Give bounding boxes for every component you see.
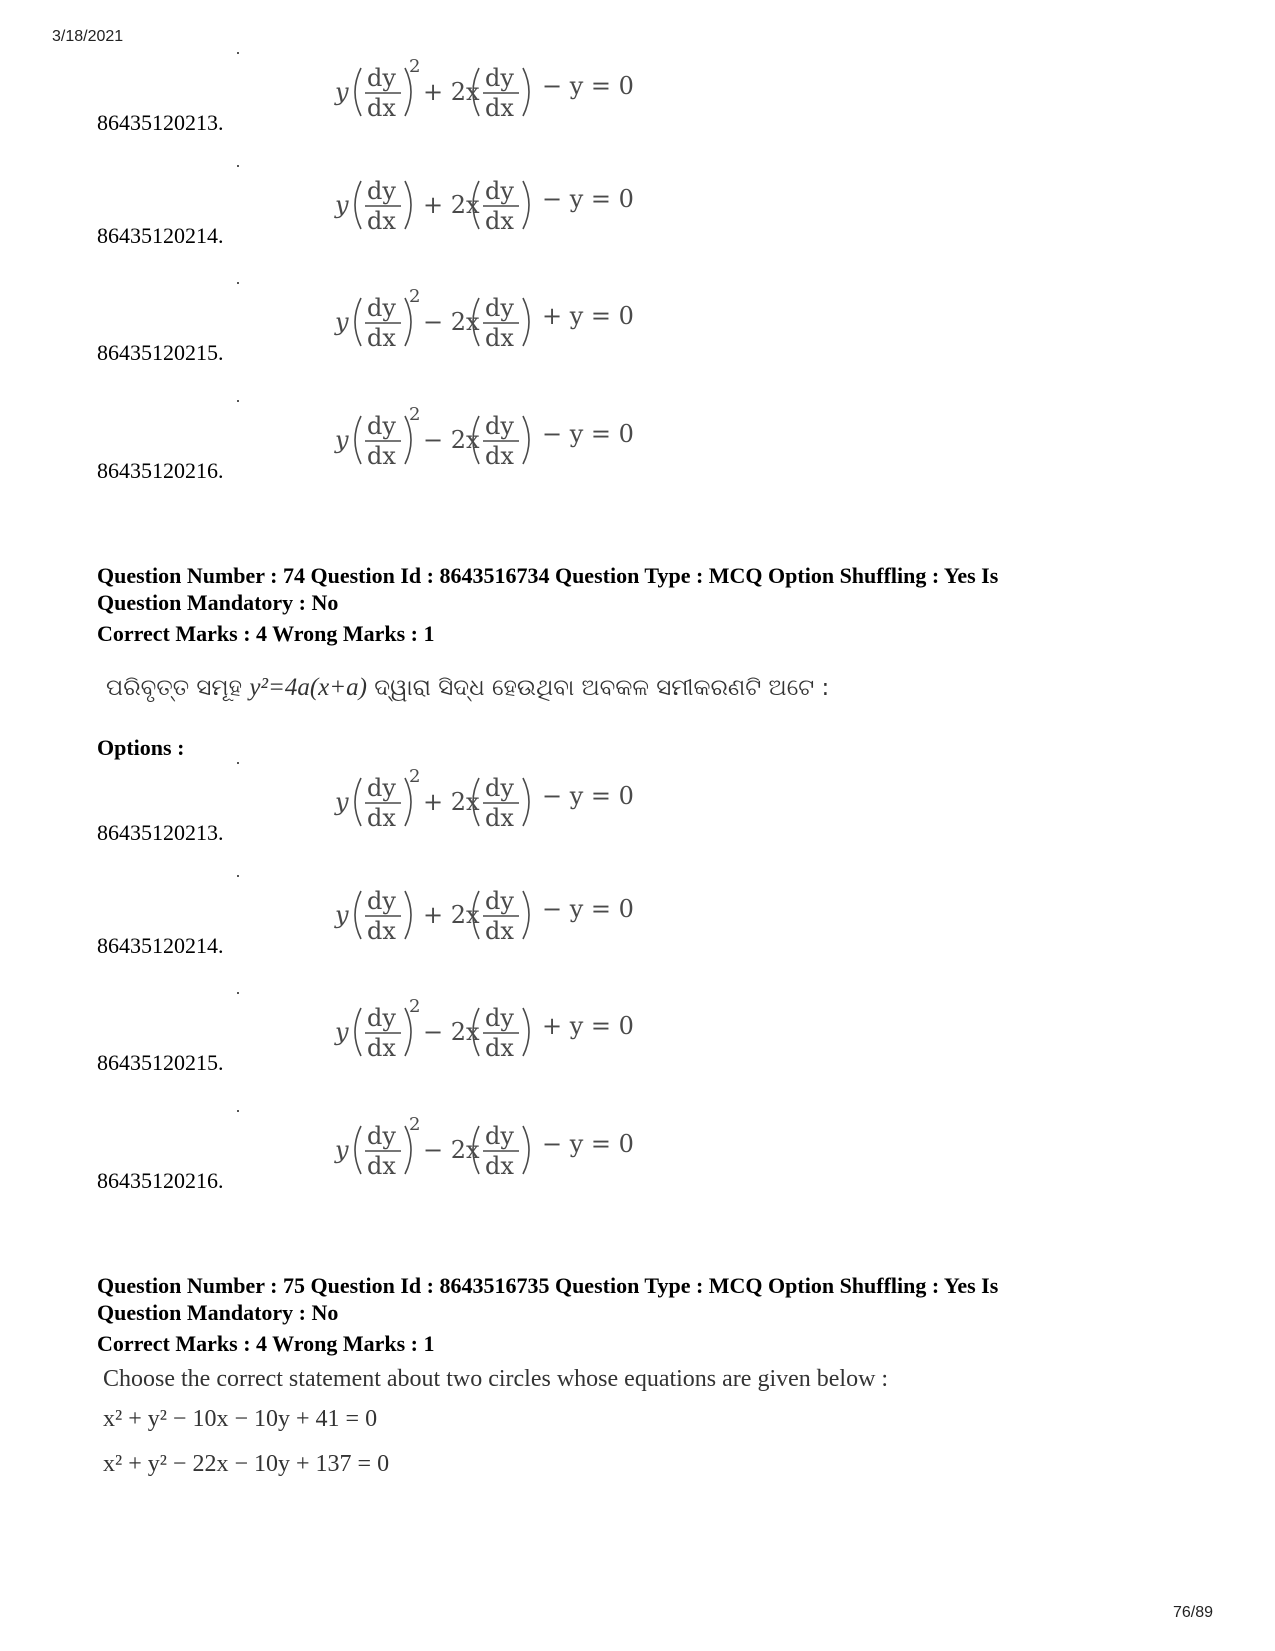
q74-meta-line2: Question Mandatory : No: [97, 590, 339, 615]
left-paren: [355, 1126, 361, 1174]
formula-lead-var: y: [335, 1018, 349, 1046]
left-paren: [355, 68, 361, 116]
fraction-denominator: dx: [367, 94, 396, 122]
exponent: 2: [409, 404, 421, 425]
q74-text-eq: y²=4a(x+a): [249, 674, 367, 701]
formula-lead-var: y: [335, 426, 349, 454]
option-id: 86435120213.: [97, 820, 224, 845]
right-paren: [523, 1126, 529, 1174]
option-formula: [237, 1110, 537, 1180]
q75-meta-line2: Question Mandatory : No: [97, 1300, 339, 1325]
option-id: 86435120214.: [97, 223, 224, 248]
option: [97, 52, 634, 142]
fraction-numerator: dy: [367, 1122, 396, 1150]
middle-term: − 2x: [423, 308, 480, 336]
formula-lead-var: y: [335, 788, 349, 816]
fraction-numerator: dy: [485, 177, 514, 205]
page-number: 76/89: [1173, 1604, 1214, 1621]
fraction-numerator: dy: [367, 294, 396, 322]
fraction-denominator: dx: [367, 1152, 396, 1180]
q75-marks: Correct Marks : 4 Wrong Marks : 1: [97, 1331, 435, 1356]
middle-term: + 2x: [423, 78, 480, 106]
fraction-denominator: dx: [367, 917, 396, 945]
fraction-numerator: dy: [367, 177, 396, 205]
option: [97, 875, 634, 965]
q74-text-pre: ପରିବୃତ୍ତ ସମୂହ: [106, 675, 250, 701]
option-formula: [237, 52, 537, 122]
right-paren: [405, 891, 411, 939]
fraction-denominator: dx: [485, 1152, 514, 1180]
q75-question-text: Choose the correct statement about two circles whose equations are given below :: [103, 1366, 889, 1392]
formula-lead-var: y: [335, 1136, 349, 1164]
option-id: 86435120216.: [97, 1168, 224, 1193]
option-formula: [237, 875, 537, 945]
q75-equation-2: x² + y² − 22x − 10y + 137 = 0: [103, 1451, 390, 1477]
left-paren: [355, 778, 361, 826]
exponent: 2: [409, 286, 421, 307]
option-id: 86435120213.: [97, 110, 224, 135]
option-formula: [237, 762, 537, 832]
formula-lead-var: y: [335, 901, 349, 929]
left-paren: [355, 416, 361, 464]
left-paren: [355, 891, 361, 939]
fraction-denominator: dx: [367, 1034, 396, 1062]
right-paren: [523, 416, 529, 464]
fraction-numerator: dy: [367, 887, 396, 915]
option: [97, 992, 634, 1082]
formula-lead-var: y: [335, 308, 349, 336]
right-paren: [523, 68, 529, 116]
fraction-denominator: dx: [485, 1034, 514, 1062]
option: [97, 400, 634, 490]
option: [97, 762, 634, 852]
formula-tail: − y = 0: [542, 1130, 634, 1158]
fraction-numerator: dy: [485, 64, 514, 92]
fraction-numerator: dy: [485, 774, 514, 802]
option-formula: [237, 165, 537, 235]
right-paren: [523, 1008, 529, 1056]
formula-tail: + y = 0: [542, 1012, 634, 1040]
exponent: 2: [409, 1114, 421, 1135]
formula-tail: − y = 0: [542, 782, 634, 810]
formula-lead-var: y: [335, 78, 349, 106]
exponent: 2: [409, 56, 421, 77]
formula-tail: + y = 0: [542, 302, 634, 330]
option: [97, 282, 634, 372]
left-paren: [355, 181, 361, 229]
fraction-numerator: dy: [367, 412, 396, 440]
q74-options-label: Options :: [97, 735, 185, 760]
left-paren: [355, 298, 361, 346]
q74-question-text: [106, 674, 829, 702]
option-id: 86435120215.: [97, 340, 224, 365]
q75-meta: [97, 1272, 1097, 1326]
q74-meta-line1: Question Number : 74 Question Id : 8643516734 Question Type : MCQ Option Shuffling : Yes Is: [97, 563, 999, 588]
middle-term: − 2x: [423, 1018, 480, 1046]
middle-term: + 2x: [423, 788, 480, 816]
fraction-denominator: dx: [485, 324, 514, 352]
option: [97, 165, 634, 255]
formula-tail: − y = 0: [542, 72, 634, 100]
right-paren: [523, 181, 529, 229]
fraction-denominator: dx: [485, 917, 514, 945]
fraction-numerator: dy: [485, 1004, 514, 1032]
q75-equation-1: x² + y² − 10x − 10y + 41 = 0: [103, 1406, 378, 1432]
middle-term: + 2x: [423, 901, 480, 929]
fraction-denominator: dx: [367, 804, 396, 832]
right-paren: [523, 298, 529, 346]
fraction-numerator: dy: [367, 774, 396, 802]
fraction-numerator: dy: [485, 412, 514, 440]
fraction-denominator: dx: [485, 207, 514, 235]
formula-tail: − y = 0: [542, 895, 634, 923]
option-id: 86435120214.: [97, 933, 224, 958]
fraction-denominator: dx: [485, 94, 514, 122]
fraction-denominator: dx: [367, 207, 396, 235]
q74-text-post: ଦ୍ୱାରା ସିଦ୍ଧ ହେଉଥିବା ଅବକଳ ସମୀକରଣଟି ଅଟେ :: [366, 675, 830, 701]
fraction-denominator: dx: [485, 804, 514, 832]
fraction-denominator: dx: [485, 442, 514, 470]
option-id: 86435120215.: [97, 1050, 224, 1075]
right-paren: [405, 181, 411, 229]
option-formula: [237, 282, 537, 352]
option-formula: [237, 400, 537, 470]
q74-meta: [97, 562, 1097, 616]
formula-tail: − y = 0: [542, 420, 634, 448]
fraction-denominator: dx: [367, 442, 396, 470]
option-id: 86435120216.: [97, 458, 224, 483]
fraction-numerator: dy: [485, 1122, 514, 1150]
right-paren: [523, 891, 529, 939]
middle-term: + 2x: [423, 191, 480, 219]
left-paren: [355, 1008, 361, 1056]
fraction-numerator: dy: [367, 64, 396, 92]
fraction-numerator: dy: [485, 294, 514, 322]
option: [97, 1110, 634, 1200]
q75-meta-line1: Question Number : 75 Question Id : 8643516735 Question Type : MCQ Option Shuffling : Yes Is: [97, 1273, 999, 1298]
print-date: 3/18/2021: [52, 28, 124, 45]
middle-term: − 2x: [423, 426, 480, 454]
exponent: 2: [409, 996, 421, 1017]
fraction-denominator: dx: [367, 324, 396, 352]
middle-term: − 2x: [423, 1136, 480, 1164]
q74-marks: Correct Marks : 4 Wrong Marks : 1: [97, 621, 435, 646]
option-formula: [237, 992, 537, 1062]
exponent: 2: [409, 766, 421, 787]
fraction-numerator: dy: [367, 1004, 396, 1032]
formula-tail: − y = 0: [542, 185, 634, 213]
fraction-numerator: dy: [485, 887, 514, 915]
right-paren: [523, 778, 529, 826]
formula-lead-var: y: [335, 191, 349, 219]
